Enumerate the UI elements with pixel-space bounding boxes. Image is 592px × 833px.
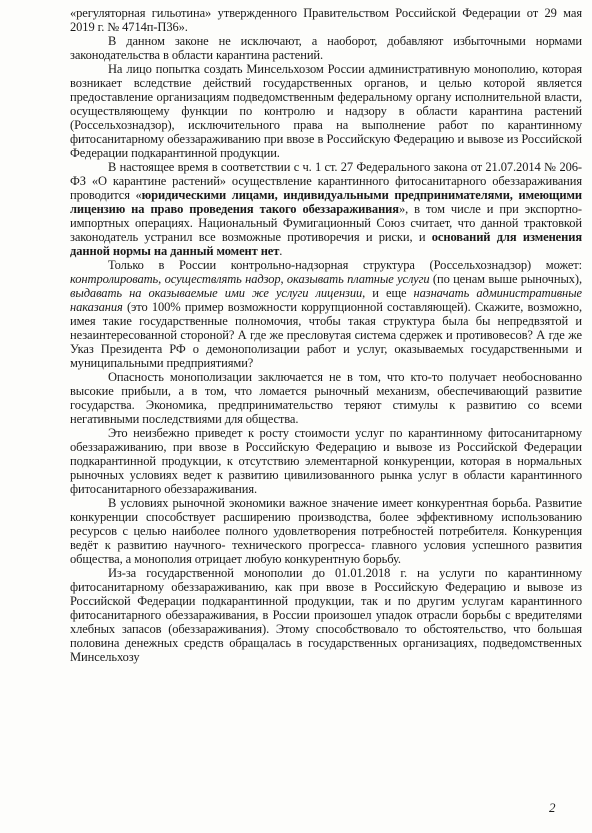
- text-run: .: [279, 244, 283, 258]
- text-run: ,: [280, 272, 287, 286]
- text-run: На лицо попытка создать Минсельхозом России административную монополию, которая возникает вследствие действий государственных органов, и целью которой является предоставление организациям подведомственным федеральному органу исполнительной власти, осуществляющему функции по контролю и надзору в области карантина растений (Россельхознадзор), исключительного права на выполнение работ по карантинному фитосанитарному обеззараживанию при ввозе в Российскую Федерацию и вывозе из Российской Федерации подкарантинной продукции.: [70, 62, 582, 160]
- paragraph: [70, 62, 582, 160]
- italic-text: выдавать на оказываемые ими же услуги лицензии: [70, 286, 363, 300]
- text-run: В условиях рыночной экономики важное значение имеет конкурентная борьба. Развитие конкуренции способствует расширению производства, более эффективному использованию ресурсов с целью наиболее полного удовлетворения потребностей потребителя. Конкуренция ведёт к развитию научного- технического прогресса- главного условия успешного развития общества, а монополия отрицает любую конкурентную борьбу.: [70, 496, 582, 566]
- text-run: Опасность монополизации заключается не в том, что кто-то получает необоснованно высокие прибыли, а в том, что ломается рыночный механизм, обеспечивающий развитие государства. Экономика, предпринимательство теряют стимулы к развитию со всеми негативными последствиями для общества.: [70, 370, 582, 426]
- text-run: Только в России контрольно-надзорная структура (Россельхознадзор) может:: [108, 258, 582, 272]
- paragraph: [70, 160, 582, 258]
- paragraph: [70, 566, 582, 664]
- paragraph: [70, 34, 582, 62]
- paragraph: [70, 370, 582, 426]
- italic-text: осуществлять надзор: [164, 272, 281, 286]
- text-run: Это неизбежно приведет к росту стоимости услуг по карантинному фитосанитарному обеззараживанию, при ввозе в Российскую Федерацию и вывозе из Российской Федерации подкарантинной продукции, к отсутствию элементарной конкуренции, которая в нормальных рыночных условиях ведет к развитию цивилизованного рынка услуг в области карантинного фитосанитарного обеззараживания.: [70, 426, 582, 496]
- text-run: », в том числе и при экспортно-импортных операциях. Национальный Фумигационный Союз считает, что данной трактовкой законодатель устранил все возможные противоречия и риски, и: [70, 202, 582, 244]
- text-run: ,: [158, 272, 165, 286]
- bold-text: юридическими лицами, индивидуальными предпринимателями, имеющими лицензию на право проведения такого обеззараживания: [70, 188, 582, 216]
- italic-text: контролировать: [70, 272, 159, 286]
- text-run: (это 100% пример возможности коррупционной составляющей). Скажите, возможно, имея такие государственные полномочия, чтобы такая структура была бы непредвзятой и незаинтересованной стороной? А где же пресловутая система сдержек и противовесов? А где же Указ Президента РФ о демонополизации работ и услуг, оказываемых государственными и муниципальными предприятиями?: [70, 300, 582, 370]
- page-number: 2: [549, 800, 556, 815]
- bold-text: оснований для изменения данной нормы на данный момент нет: [70, 230, 582, 258]
- text-run: Из-за государственной монополии до 01.01.2018 г. на услуги по карантинному фитосанитарному обеззараживанию, как при ввозе в Российскую Федерацию и вывозе из Российской Федерации подкарантинной продукции, так и по другим услугам карантинного фитосанитарного обеззараживания, в России произошел упадок отрасли борьбы с вредителями хлебных запасов (обеззараживания). Этому способствовало то обстоятельство, что большая половина денежных средств обращалась в государственных организациях, подведомственных Минсельхозу: [70, 566, 582, 664]
- paragraph: [70, 426, 582, 496]
- italic-text: оказывать платные услуги: [286, 272, 430, 286]
- paragraph: [70, 258, 582, 370]
- paragraph: [70, 496, 582, 566]
- paragraph: [70, 6, 582, 34]
- text-run: В настоящее время в соответствии с ч. 1 ст. 27 Федерального закона от 21.07.2014 № 206-ФЗ «О карантине растений» осуществление карантинного фитосанитарного обеззараживания проводится «: [70, 160, 582, 202]
- text-run: «регуляторная гильотина» утвержденного Правительством Российской Федерации от 29 мая 2019 г. № 4714п-П36».: [70, 6, 582, 34]
- document-body: [70, 6, 582, 664]
- text-run: (по ценам выше рыночных),: [429, 272, 582, 286]
- text-run: , и еще: [362, 286, 414, 300]
- italic-text: назначать административные наказания: [70, 286, 582, 314]
- text-run: В данном законе не исключают, а наоборот, добавляют избыточными нормами законодательства в области карантина растений.: [70, 34, 582, 62]
